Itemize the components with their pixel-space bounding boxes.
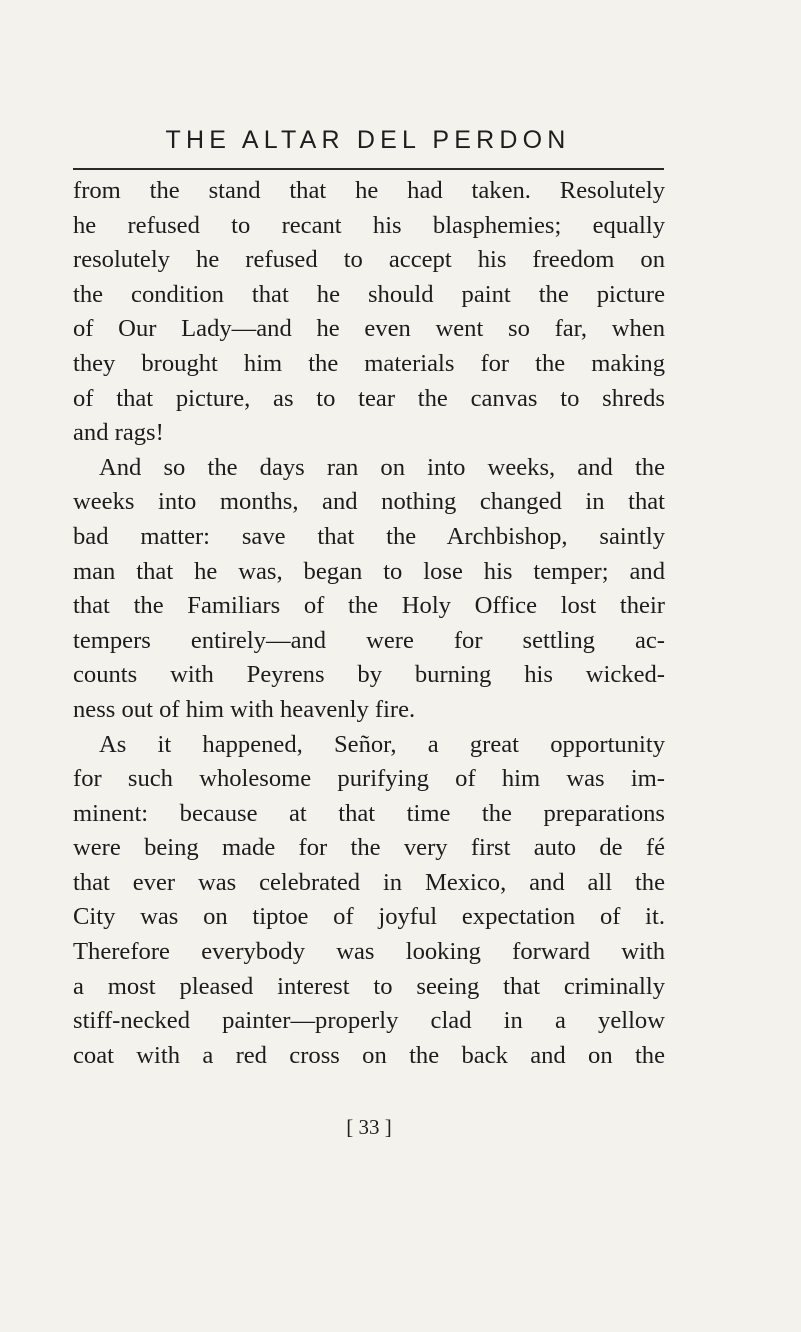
text-line: City was on tiptoe of joyful expectation of it.	[73, 903, 665, 931]
text-line: that the Familiars of the Holy Office lost their	[73, 592, 665, 620]
text-line: stiff-necked painter—properly clad in a yellow	[73, 1007, 665, 1035]
text-line: that ever was celebrated in Mexico, and all the	[73, 868, 665, 896]
text-line: the condition that he should paint the picture	[73, 280, 665, 308]
text-line: of Our Lady—and he even went so far, when	[73, 315, 665, 343]
text-line: counts with Peyrens by burning his wicked-	[73, 661, 665, 689]
text-line: tempers entirely—and were for settling ac-	[73, 626, 665, 654]
text-line: weeks into months, and nothing changed in that	[73, 488, 665, 516]
header-rule	[73, 168, 664, 170]
text-line: And so the days ran on into weeks, and the	[99, 453, 665, 481]
text-line: As it happened, Señor, a great opportunity	[99, 730, 665, 758]
text-line: minent: because at that time the preparations	[73, 799, 665, 827]
text-line: man that he was, began to lose his temper; and	[73, 557, 665, 585]
text-line: a most pleased interest to seeing that criminally	[73, 972, 665, 1000]
text-line: bad matter: save that the Archbishop, saintly	[73, 522, 665, 550]
text-line: from the stand that he had taken. Resolutely	[73, 177, 665, 204]
text-line: and rags!	[73, 419, 164, 447]
page-number: [ 33 ]	[346, 1115, 392, 1139]
text-line: coat with a red cross on the back and on the	[73, 1041, 665, 1069]
text-line: of that picture, as to tear the canvas to shreds	[73, 384, 665, 412]
text-line: they brought him the materials for the making	[73, 349, 665, 377]
text-line: ness out of him with heavenly fire.	[73, 695, 416, 723]
text-line: were being made for the very first auto de fé	[73, 834, 665, 862]
text-line: he refused to recant his blasphemies; equally	[73, 211, 665, 239]
text-line: Therefore everybody was looking forward with	[73, 938, 665, 966]
text-line: resolutely he refused to accept his freedom on	[73, 246, 665, 274]
text-line: for such wholesome purifying of him was im-	[73, 765, 665, 793]
body-text	[73, 174, 665, 1073]
running-head: THE ALTAR DEL PERDON	[165, 126, 571, 154]
